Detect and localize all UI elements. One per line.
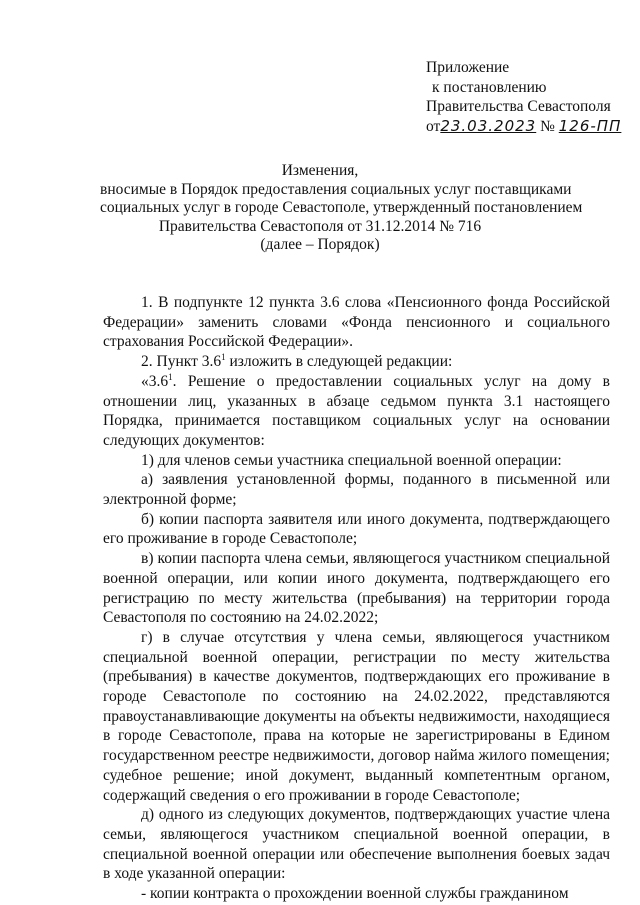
handwritten-number: 126-ПП bbox=[558, 116, 622, 135]
handwritten-date: 23.03.2023 bbox=[440, 116, 537, 135]
appendix-date-line bbox=[426, 117, 631, 137]
title-line-3: социальных услуг в городе Севастополе, утвержденный постановлением bbox=[100, 199, 583, 217]
paragraph-2 bbox=[103, 352, 610, 372]
appendix-line-2: к постановлению bbox=[432, 78, 547, 96]
number-prefix: № bbox=[540, 117, 555, 135]
paragraph-2-text-end: изложить в следующей редакции: bbox=[225, 353, 453, 371]
paragraph-3-text-end: . Решение о предоставлении социальных услуг на дому в отношении лиц, указанных в абзаце седьмом пункта 3.1 настоящего Порядка, принимается поставщиком социальных услуг на основании следующих документов: bbox=[103, 372, 610, 449]
superscript: 1 bbox=[221, 351, 226, 362]
paragraph-6: б) копии паспорта заявителя или иного документа, подтверждающего его проживание в городе Севастополе; bbox=[103, 510, 610, 548]
paragraph-10: - копии контракта о прохождении военной службы гражданином bbox=[141, 885, 569, 903]
paragraph-5: а) заявления установленной формы, поданного в письменной или электронной форме; bbox=[103, 471, 610, 509]
title-line-5: (далее – Порядок) bbox=[260, 236, 380, 254]
date-prefix: от bbox=[426, 117, 441, 135]
paragraph-8: г) в случае отсутствия у члена семьи, являющегося участником специальной военной операции, регистрации по месту жительства (пребывания) в качестве документов, подтверждающих его проживание в городе Севастополе по состоянию на 24.02.2022, представляются правоустанавливающие документы на объекты недвижимости, находящиеся в городе Севастополе, права на которые не зарегистрированы в Едином государственном реестре недвижимости, договор найма жилого помещения; судебное решение; иной документ, выданный компетентным органом, содержащий сведения о его проживании в городе Севастополе; bbox=[103, 628, 610, 804]
paragraph-3-text: «3.6 bbox=[141, 372, 169, 390]
title-line-2: вносимые в Порядок предоставления социальных услуг поставщиками bbox=[100, 180, 572, 198]
paragraph-1: 1. В подпункте 12 пункта 3.6 слова «Пенсионного фонда Российской Федерации» заменить словами «Фонда пенсионного и социального страхования Российской Федерации». bbox=[103, 294, 610, 351]
superscript: 1 bbox=[168, 371, 173, 382]
title-line-4: Правительства Севастополя от 31.12.2014 № 716 bbox=[158, 217, 482, 235]
paragraph-2-text: 2. Пункт 3.6 bbox=[141, 353, 222, 371]
document-title bbox=[100, 162, 583, 255]
appendix-line-1: Приложение bbox=[426, 59, 510, 76]
paragraph-4: 1) для членов семьи участника специальной военной операции: bbox=[141, 451, 562, 469]
document-body bbox=[103, 293, 610, 904]
paragraph-7: в) копии паспорта члена семьи, являющегося участником специальной военной операции, или копии иного документа, подтверждающего его регистрацию по месту жительства (пребывания) на территории города Севастополя по состоянию на 24.02.2022; bbox=[103, 550, 610, 627]
appendix-block bbox=[426, 58, 631, 136]
paragraph-9: д) одного из следующих документов, подтверждающих участие члена семьи, являющегося участником специальной военной операции, в специальной военной операции или обеспечение выполнения боевых задач в ходе указанной операции: bbox=[103, 806, 610, 883]
appendix-line-3: Правительства Севастополя bbox=[426, 98, 611, 115]
paragraph-3 bbox=[103, 372, 610, 451]
title-line-1: Изменения, bbox=[281, 162, 359, 179]
